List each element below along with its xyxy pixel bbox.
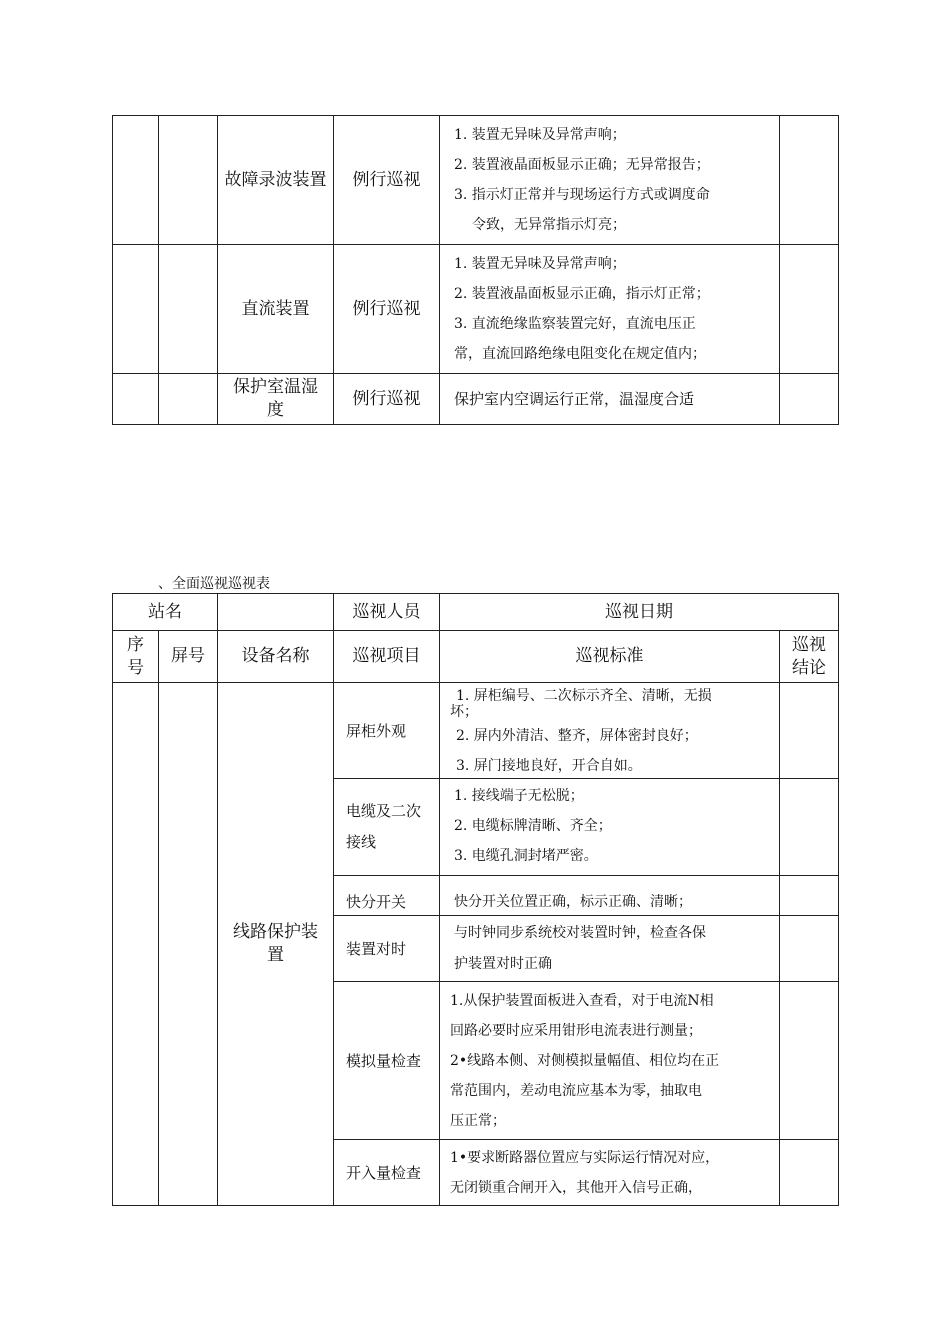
full-inspection-table — [112, 593, 839, 1206]
standard-line: 快分开关位置正确，标示正确、清晰； — [454, 894, 692, 910]
date-label: 巡视日期 — [440, 594, 839, 631]
inspection-item-cell: 例行巡视 — [334, 374, 440, 425]
table-row — [113, 374, 839, 425]
standard-header: 巡视标准 — [440, 631, 780, 683]
standard-line: 无闭锁重合闸开入，其他开入信号正确， — [450, 1179, 702, 1196]
standard-line: 2•线路本侧、对侧模拟量幅值、相位均在正 — [450, 1052, 720, 1069]
header-row-station — [113, 594, 839, 631]
table-row — [113, 683, 839, 779]
conclusion-cell[interactable] — [780, 876, 839, 916]
standard-line: 2. 屏内外清洁、整齐，屏体密封良好； — [456, 728, 698, 744]
standard-line: 坏； — [450, 704, 478, 720]
conclusion-cell[interactable] — [780, 683, 839, 779]
device-name-cell: 保护室温湿度 — [218, 374, 334, 425]
standard-line: 回路必要时应采用钳形电流表进行测量； — [450, 1022, 702, 1039]
standard-line: 1.从保护装置面板进入查看，对于电流N相 — [450, 992, 714, 1009]
standard-line: 与时钟同步系统校对装置时钟，检查各保 — [454, 924, 706, 941]
seq-cell — [113, 374, 159, 425]
conclusion-cell[interactable] — [780, 982, 839, 1140]
inspection-standard-cell — [440, 982, 780, 1140]
table-caption: 、全面巡视巡视表 — [158, 576, 270, 592]
standard-line: 护装置对时正确 — [454, 955, 552, 972]
standard-line: 3. 屏门接地良好，开合自如。 — [456, 758, 642, 774]
screen-cell — [159, 374, 218, 425]
inspection-item-cell: 模拟量检查 — [334, 982, 440, 1140]
standard-line: 3. 指示灯正常并与现场运行方式或调度命 — [454, 187, 710, 203]
device-name-cell: 线路保护装置 — [218, 683, 334, 1206]
standard-line: 令致，无异常指示灯亮； — [472, 217, 626, 233]
inspection-item-cell: 例行巡视 — [334, 116, 440, 245]
standard-line: 1. 装置无异味及异常声响； — [454, 256, 626, 272]
standard-line: 常，直流回路绝缘电阻变化在规定值内； — [454, 346, 706, 362]
station-label: 站名 — [113, 594, 218, 631]
station-value-cell[interactable] — [218, 594, 334, 631]
screen-cell — [159, 245, 218, 374]
standard-line: 3. 直流绝缘监察装置完好，直流电压正 — [454, 316, 696, 332]
inspection-standard-cell — [440, 1140, 780, 1206]
inspection-standard-cell — [440, 374, 780, 425]
inspection-item-cell: 电缆及二次接线 — [334, 779, 440, 876]
standard-line: 2. 电缆标牌清晰、齐全； — [454, 818, 612, 834]
standard-line: 1. 接线端子无松脱； — [454, 788, 584, 804]
device-header: 设备名称 — [218, 631, 334, 683]
routine-inspection-table-continued — [112, 115, 839, 425]
conclusion-cell[interactable] — [780, 779, 839, 876]
seq-header: 序号 — [113, 631, 159, 683]
inspector-label: 巡视人员 — [334, 594, 440, 631]
standard-line: 1. 屏柜编号、二次标示齐全、清晰，无损 — [456, 688, 712, 704]
inspection-standard-cell — [440, 779, 780, 876]
standard-line: 保护室内空调运行正常，温湿度合适 — [454, 389, 695, 408]
conclusion-cell[interactable] — [780, 374, 839, 425]
table-row — [113, 245, 839, 374]
inspection-item-cell: 屏柜外观 — [334, 683, 440, 779]
seq-cell — [113, 683, 159, 1206]
inspection-item-cell: 快分开关 — [334, 876, 440, 916]
device-name-cell: 直流装置 — [218, 245, 334, 374]
inspection-standard-cell — [440, 245, 780, 374]
conclusion-header: 巡视结论 — [780, 631, 839, 683]
standard-line: 2. 装置液晶面板显示正确，指示灯正常； — [454, 286, 710, 302]
conclusion-cell[interactable] — [780, 916, 839, 982]
table-row — [113, 116, 839, 245]
standard-line: 常范围内，差动电流应基本为零，抽取电 — [450, 1082, 702, 1099]
seq-cell — [113, 245, 159, 374]
standard-line: 1•要求断路器位置应与实际运行情况对应， — [450, 1149, 720, 1166]
screen-cell — [159, 683, 218, 1206]
screen-header: 屏号 — [159, 631, 218, 683]
standard-line: 压正常； — [450, 1112, 506, 1129]
item-header: 巡视项目 — [334, 631, 440, 683]
inspection-standard-cell — [440, 916, 780, 982]
inspection-standard-cell — [440, 876, 780, 916]
screen-cell — [159, 116, 218, 245]
inspection-standard-cell — [440, 683, 780, 779]
inspection-item-cell: 开入量检查 — [334, 1140, 440, 1206]
conclusion-cell[interactable] — [780, 1140, 839, 1206]
inspection-standard-cell — [440, 116, 780, 245]
inspection-item-cell: 装置对时 — [334, 916, 440, 982]
inspection-item-cell: 例行巡视 — [334, 245, 440, 374]
conclusion-cell[interactable] — [780, 245, 839, 374]
standard-line: 2. 装置液晶面板显示正确；无异常报告； — [454, 157, 710, 173]
conclusion-cell[interactable] — [780, 116, 839, 245]
seq-cell — [113, 116, 159, 245]
standard-line: 1. 装置无异味及异常声响； — [454, 127, 626, 143]
device-name-cell: 故障录波装置 — [218, 116, 334, 245]
header-row-columns — [113, 631, 839, 683]
standard-line: 3. 电缆孔洞封堵严密。 — [454, 848, 598, 864]
